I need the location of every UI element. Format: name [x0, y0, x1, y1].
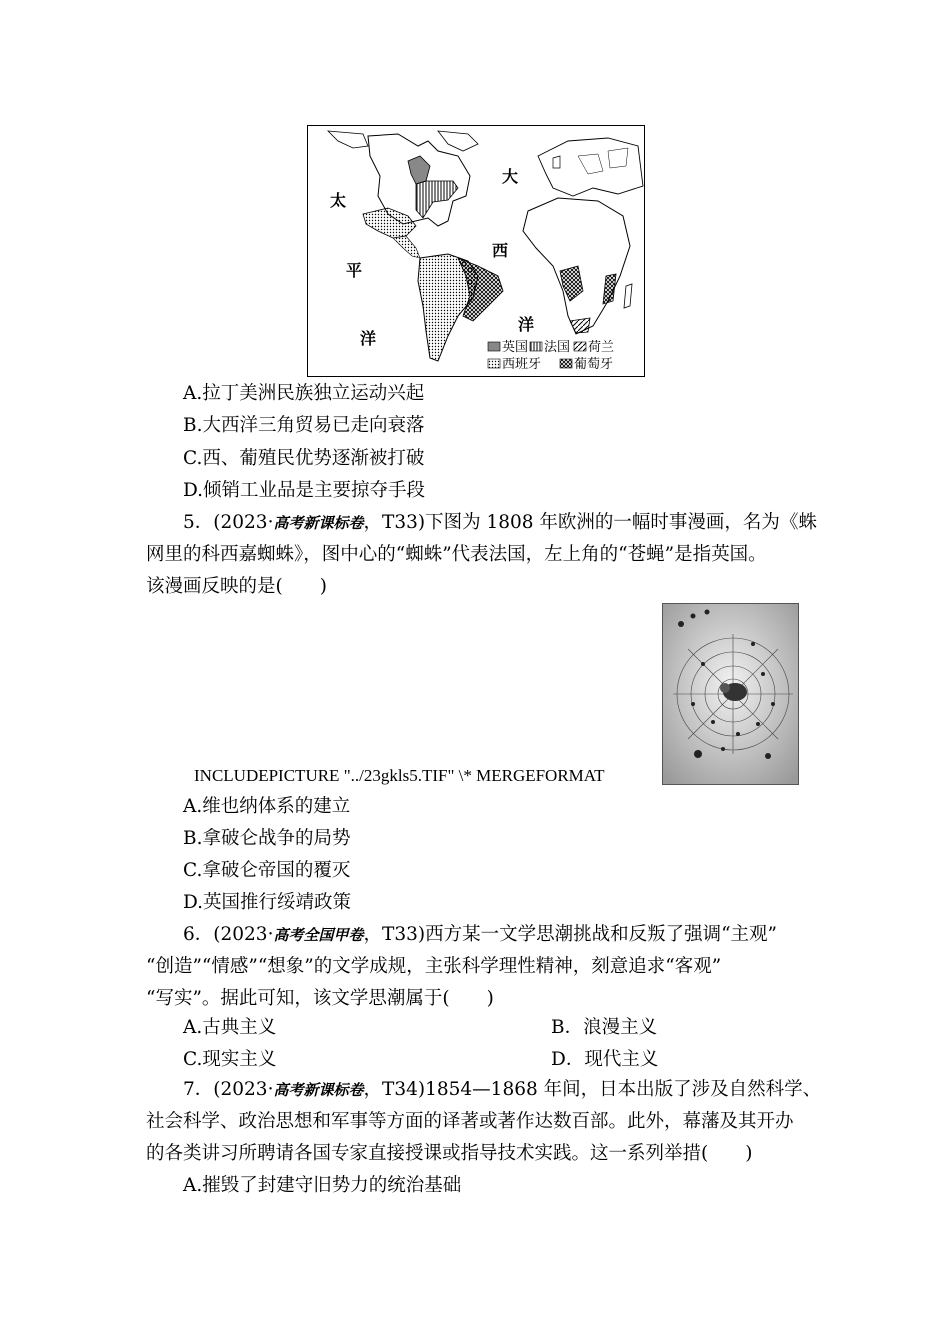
q7-option-a[interactable]: A.摧毁了封建守旧势力的统治基础 — [183, 1175, 462, 1196]
region-netherlands-cape — [570, 318, 590, 333]
q7-stem-line1 — [183, 1078, 821, 1102]
q6-option-a[interactable]: A.古典主义 — [183, 1017, 277, 1038]
africa-shape — [523, 198, 630, 334]
q4-option-c[interactable]: C.西、葡殖民优势逐渐被打破 — [183, 448, 425, 469]
q6-source-close: ，T33) — [363, 924, 426, 945]
legend-label-netherlands: 荷兰 — [588, 340, 615, 355]
pacific-label-2: 平 — [346, 261, 363, 280]
q7-source-close: ，T34) — [363, 1079, 426, 1100]
q6-stem-line3: “写实”。据此可知，该文学思潮属于( ) — [146, 988, 494, 1009]
spider-web-cartoon-image — [662, 603, 799, 785]
q6-number: 6． — [183, 924, 214, 945]
q7-number: 7． — [183, 1079, 214, 1100]
legend-label-britain: 英国 — [502, 340, 529, 355]
legend-label-france: 法国 — [544, 340, 571, 355]
q6-stem-line1 — [183, 923, 777, 947]
atlantic-label-2: 西 — [492, 241, 509, 260]
q6-stem-line2: “创造”“情感”“想象”的文学成规，主张科学理性精神，刻意追求“客观” — [146, 956, 722, 977]
legend-label-portugal: 葡萄牙 — [574, 357, 614, 372]
q5-stem-line2: 网里的科西嘉蜘蛛》，图中心的“蜘蛛”代表法国，左上角的“苍蝇”是指英国。 — [146, 544, 767, 565]
q5-stem-line3: 该漫画反映的是( ) — [146, 576, 327, 597]
world-map-svg — [308, 126, 644, 376]
q5-option-a[interactable]: A.维也纳体系的建立 — [183, 796, 351, 817]
atlantic-label-1: 大 — [502, 167, 519, 186]
map-legend — [486, 338, 644, 376]
q6-source-exam: 高考全国甲卷 — [273, 926, 364, 944]
pacific-label-1: 太 — [330, 191, 347, 210]
q6-option-c[interactable]: C.现实主义 — [183, 1049, 277, 1070]
colonial-map-figure — [307, 125, 645, 377]
q5-number: 5． — [183, 512, 214, 533]
q5-stem-text1: 下图为 1808 年欧洲的一幅时事漫画，名为《蛛 — [425, 512, 817, 533]
q7-stem-text1: 1854—1868 年间，日本出版了涉及自然科学、 — [425, 1079, 822, 1100]
q6-option-b[interactable]: B．浪漫主义 — [551, 1017, 658, 1038]
q5-option-c[interactable]: C.拿破仑帝国的覆灭 — [183, 860, 351, 881]
q5-option-b[interactable]: B.拿破仑战争的局势 — [183, 828, 351, 849]
q6-source-open: (2023· — [213, 924, 274, 945]
q4-option-a[interactable]: A.拉丁美洲民族独立运动兴起 — [183, 383, 425, 404]
q5-source-open: (2023· — [213, 512, 274, 533]
q7-stem-line3: 的各类讲习所聘请各国专家直接授课或指导技术实践。这一系列举措( ) — [146, 1143, 753, 1164]
q4-option-b[interactable]: B.大西洋三角贸易已走向衰落 — [183, 415, 425, 436]
q7-source-open: (2023· — [213, 1079, 274, 1100]
q6-option-d[interactable]: D．现代主义 — [551, 1049, 659, 1070]
q5-source-exam: 高考新课标卷 — [273, 514, 364, 532]
q4-option-d[interactable]: D.倾销工业品是主要掠夺手段 — [183, 480, 426, 501]
atlantic-label-3: 洋 — [518, 315, 535, 334]
q6-stem-text1: 西方某一文学思潮挑战和反叛了强调“主观” — [425, 924, 778, 945]
q5-option-d[interactable]: D.英国推行绥靖政策 — [183, 892, 352, 913]
q5-source-close: ，T33) — [363, 512, 426, 533]
q7-stem-line2: 社会科学、政治思想和军事等方面的译著或著作达数百部。此外，幕藩及其开办 — [146, 1111, 794, 1132]
pacific-label-3: 洋 — [360, 329, 377, 348]
q5-stem-line1 — [183, 511, 817, 535]
legend-label-spain: 西班牙 — [502, 357, 542, 372]
include-picture-field: INCLUDEPICTURE "../23gkls5.TIF" \* MERGEFORMAT — [194, 766, 605, 785]
q7-source-exam: 高考新课标卷 — [273, 1081, 364, 1099]
